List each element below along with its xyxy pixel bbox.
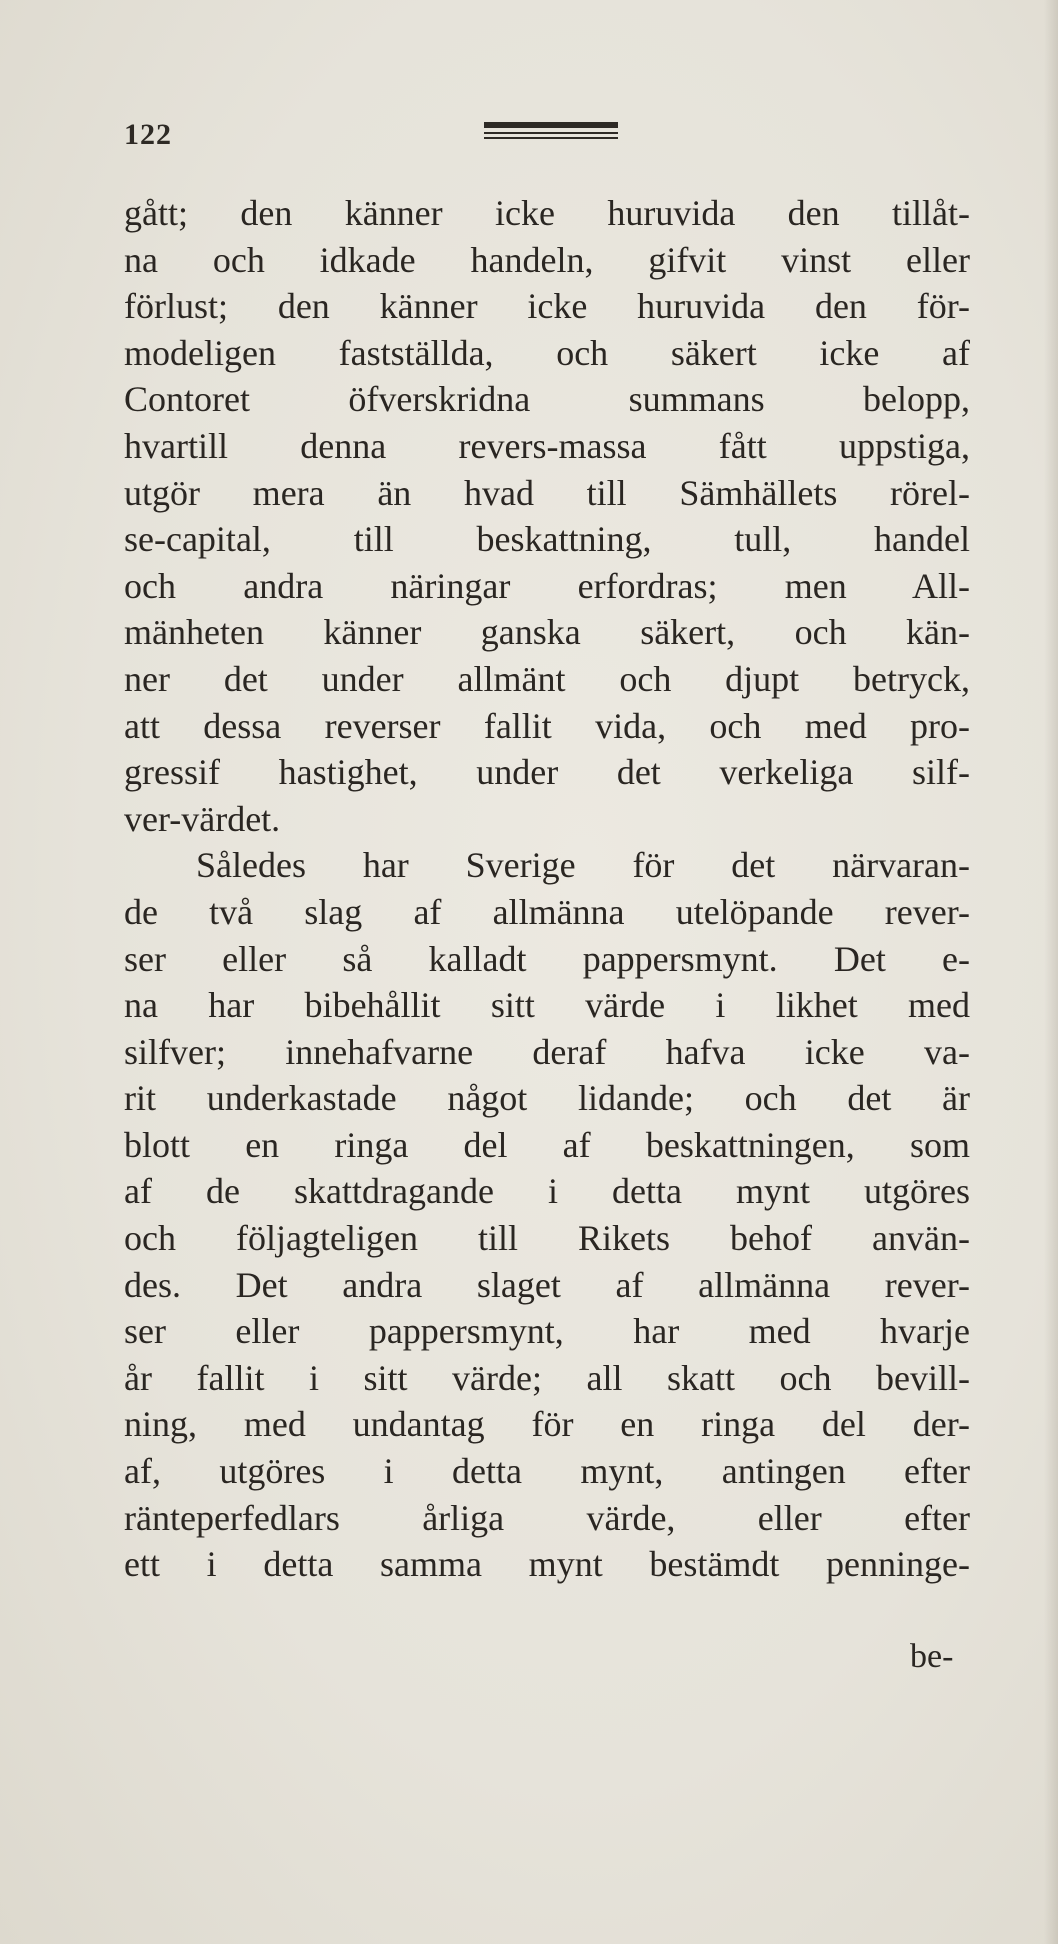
text-line: silfver; innehafvarne deraf hafva icke va- xyxy=(124,1031,970,1072)
page-header xyxy=(124,118,624,158)
text-line: år fallit i sitt värde; all skatt och bevill- xyxy=(124,1357,970,1398)
text-line: des. Det andra slaget af allmänna rever- xyxy=(124,1264,970,1305)
header-rule xyxy=(484,122,618,128)
text-line: ver-värdet. xyxy=(124,798,281,839)
header-rule xyxy=(484,132,618,134)
catchword: be- xyxy=(910,1638,954,1675)
text-line: och följagteligen till Rikets behof använ- xyxy=(124,1218,970,1259)
text-line: Contoret öfverskridna summans belopp, xyxy=(124,379,970,420)
text-line: ser eller pappersmynt, har med hvarje xyxy=(124,1311,970,1352)
text-line: ser eller så kalladt pappersmynt. Det e- xyxy=(124,938,970,979)
text-line: blott en ringa del af beskattningen, som xyxy=(124,1124,970,1165)
text-line: och andra näringar erfordras; men All- xyxy=(124,565,970,606)
text-line: förlust; den känner icke huruvida den för- xyxy=(124,286,970,327)
text-line: na har bibehållit sitt värde i likhet med xyxy=(124,985,970,1026)
text-line: de två slag af allmänna utelöpande rever- xyxy=(124,891,970,932)
header-rule xyxy=(484,137,618,139)
text-line: na och idkade handeln, gifvit vinst eller xyxy=(124,239,970,280)
text-line: se-capital, till beskattning, tull, handel xyxy=(124,519,970,560)
text-line: hvartill denna revers-massa fått uppstiga, xyxy=(124,425,970,466)
page-edge-shadow xyxy=(1044,0,1058,1944)
text-line: gressif hastighet, under det verkeliga silf- xyxy=(124,752,970,793)
text-line: modeligen fastställda, och säkert icke af xyxy=(124,332,970,373)
text-line: mänheten känner ganska säkert, och kän- xyxy=(124,612,970,653)
text-line: ner det under allmänt och djupt betryck, xyxy=(124,658,970,699)
text-line: gått; den känner icke huruvida den tillåt- xyxy=(124,193,970,233)
text-line: ning, med undantag för en ringa del der- xyxy=(124,1404,970,1445)
body-text xyxy=(124,190,970,1588)
text-line: att dessa reverser fallit vida, och med pro- xyxy=(124,705,970,746)
text-line: rit underkastade något lidande; och det är xyxy=(124,1078,970,1119)
text-line: af de skattdragande i detta mynt utgöres xyxy=(124,1171,970,1212)
text-line: ett i detta samma mynt bestämdt penninge- xyxy=(124,1544,970,1585)
page-number: 122 xyxy=(124,118,172,151)
text-line: af, utgöres i detta mynt, antingen efter xyxy=(124,1451,970,1492)
text-line: Således har Sverige för det närvaran- xyxy=(196,845,970,886)
text-line: utgör mera än hvad till Sämhällets rörel- xyxy=(124,472,970,513)
text-line: ränteperfedlars årliga värde, eller efter xyxy=(124,1497,970,1538)
